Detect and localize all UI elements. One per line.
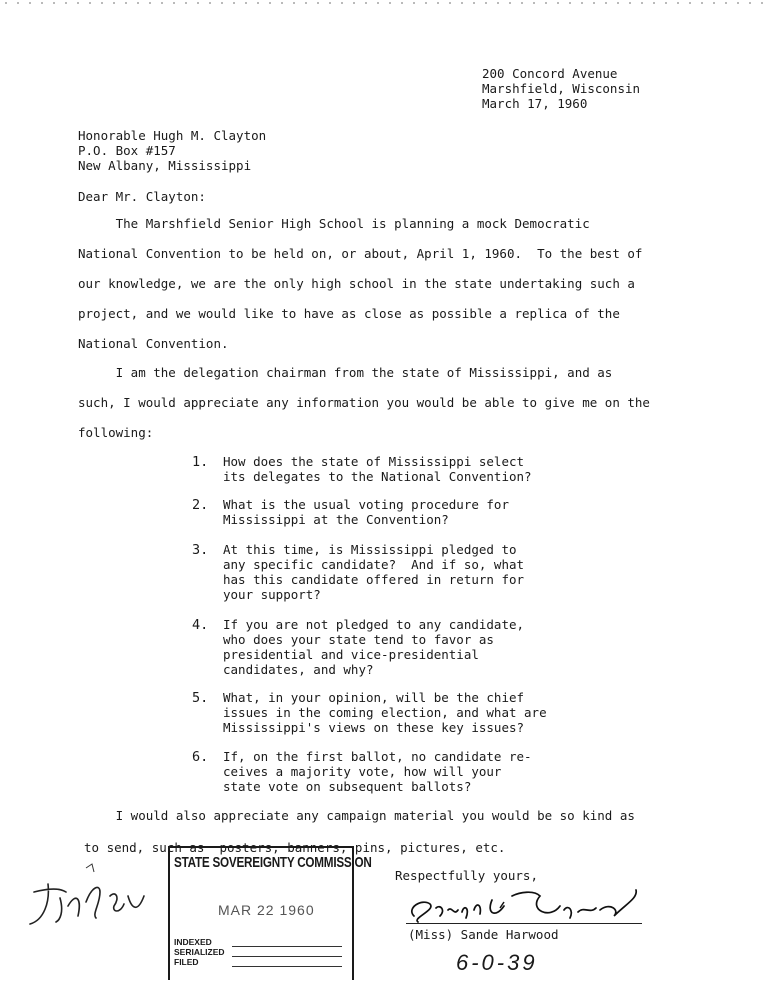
question-line: ceives a majority vote, how will your	[223, 764, 502, 779]
question-text	[223, 454, 532, 484]
struck-text: h as posters, banners,	[174, 840, 348, 855]
letter-date: March 17, 1960	[482, 96, 588, 111]
question-line: candidates, and why?	[223, 662, 374, 677]
question-number: 2.	[192, 497, 209, 513]
question-text	[223, 542, 524, 602]
question-text	[223, 497, 509, 527]
question-line: any specific candidate? And if so, what	[223, 557, 525, 572]
scan-edge-dots	[0, 0, 763, 6]
stamp-rule	[232, 946, 342, 947]
handwritten-initials	[20, 862, 160, 932]
paragraph-2-line: following:	[78, 425, 154, 440]
sender-city: Marshfield, Wisconsin	[482, 81, 641, 96]
question-text	[223, 690, 547, 735]
stamp-serialized-label: SERIALIZED	[174, 947, 225, 957]
paragraph-1-line: National Convention to be held on, or about, April 1, 1960. To the best of	[78, 246, 643, 261]
paragraph-2-line: such, I would appreciate any information you would be able to give me on the	[78, 395, 650, 410]
question-line: What is the usual voting procedure for	[223, 497, 509, 512]
question-line: Mississippi at the Convention?	[223, 512, 449, 527]
question-line: How does the state of Mississippi select	[223, 454, 525, 469]
question-number: 3.	[192, 542, 209, 558]
question-line: At this time, is Mississippi pledged to	[223, 542, 517, 557]
stamp-indexed-label: INDEXED	[174, 937, 212, 947]
paragraph-1-line: project, and we would like to have as close as possible a replica of the	[78, 306, 620, 321]
handwritten-file-number: 6-0-39	[456, 950, 538, 975]
question-line: your support?	[223, 587, 321, 602]
closing: Respectfully yours,	[395, 868, 538, 883]
question-text	[223, 749, 532, 794]
question-number: 5.	[192, 690, 209, 706]
question-number: 1.	[192, 454, 209, 470]
paragraph-1-line: The Marshfield Senior High School is planning a mock Democratic	[78, 216, 590, 231]
paragraph-3-line: I would also appreciate any campaign material you would be so kind as	[78, 808, 635, 823]
stamp-filed-label: FILED	[174, 957, 199, 967]
question-line: If, on the first ballot, no candidate re-	[223, 749, 532, 764]
question-number: 4.	[192, 617, 209, 633]
question-line: What, in your opinion, will be the chief	[223, 690, 525, 705]
signer-name: (Miss) Sande Harwood	[408, 927, 559, 942]
stamp-date: MAR 22 1960	[218, 902, 315, 918]
sender-street: 200 Concord Avenue	[482, 66, 618, 81]
stamp-rule	[232, 966, 342, 967]
question-line: its delegates to the National Convention?	[223, 469, 532, 484]
question-line: Mississippi's views on these key issues?	[223, 720, 525, 735]
question-line: who does your state tend to favor as	[223, 632, 494, 647]
question-number: 6.	[192, 749, 209, 765]
recipient-address	[78, 128, 266, 173]
question-line: has this candidate offered in return for	[223, 572, 525, 587]
paragraph-1-line: our knowledge, we are the only high school in the state undertaking such a	[78, 276, 635, 291]
received-stamp	[168, 846, 372, 980]
recipient-city: New Albany, Mississippi	[78, 158, 252, 173]
question-line: state vote on subsequent ballots?	[223, 779, 472, 794]
recipient-box: P.O. Box #157	[78, 143, 176, 158]
question-line: presidential and vice-presidential	[223, 647, 479, 662]
stamp-title: STATE SOVEREIGNTY COMMISSION	[174, 854, 372, 871]
recipient-name: Honorable Hugh M. Clayton	[78, 128, 267, 143]
stamp-rule	[232, 956, 342, 957]
paragraph-3-text: to send, suc	[84, 840, 175, 855]
question-text	[223, 617, 524, 677]
paragraph-3-text: pins, pictures, etc.	[347, 840, 506, 855]
paragraph-1-line: National Convention.	[78, 336, 229, 351]
salutation: Dear Mr. Clayton:	[78, 189, 206, 204]
return-address	[482, 66, 640, 111]
paragraph-2-line: I am the delegation chairman from the state of Mississippi, and as	[78, 365, 613, 380]
question-line: If you are not pledged to any candidate,	[223, 617, 525, 632]
question-line: issues in the coming election, and what are	[223, 705, 547, 720]
signature-line	[406, 923, 642, 924]
